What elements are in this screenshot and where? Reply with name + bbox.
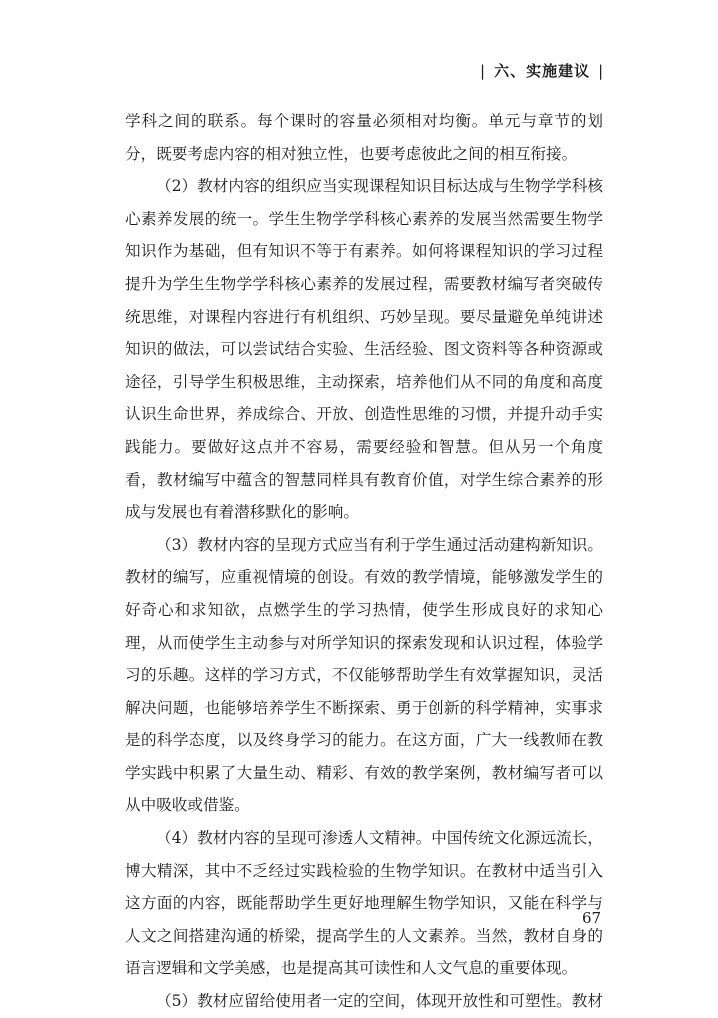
paragraph-5: （5）教材应留给使用者一定的空间，体现开放性和可塑性。教材 (156, 992, 603, 1011)
paragraph-4: （4）教材内容的呈现可渗透人文精神。中国传统文化源远流长，博大精深，其中不乏经过实践检验的生物学知识。在教材中适当引入这方面的内容，既能帮助学生更好地理解生物学知识，又能在科学与人文之间搭建沟通的桥梁，提高学生的人文素养。当然，教材自身的语言逻辑和文学美感，也是提高其可读性和人文气息的重要体现。 (125, 829, 603, 978)
section-title: 六、实施建议 (494, 62, 591, 80)
running-header (480, 60, 630, 81)
header-left-bar: | (480, 61, 487, 80)
page-number: 67 (582, 909, 602, 927)
paragraph-3: （3）教材内容的呈现方式应当有利于学生通过活动建构新知识。教材的编写，应重视情境的创设。有效的教学情境，能够激发学生的好奇心和求知欲，点燃学生的学习热情，使学生形成良好的求知心理，从而使学生主动参与对所学知识的探索发现和认识过程，体验学习的乐趣。这样的学习方式，不仅能够帮助学生有效掌握知识，灵活解决问题，也能够培养学生不断探索、勇于创新的科学精神，实事求是的科学态度，以及终身学习的能力。在这方面，广大一线教师在教学实践中积累了大量生动、精彩、有效的教学案例，教材编写者可以从中吸收或借鉴。 (125, 535, 603, 815)
header-right-bar: | (598, 61, 605, 80)
paragraph-2: （2）教材内容的组织应当实现课程知识目标达成与生物学学科核心素养发展的统一。学生生物学学科核心素养的发展当然需要生物学知识作为基础，但有知识不等于有素养。如何将课程知识的学习过程提升为学生生物学学科核心素养的发展过程，需要教材编写者突破传统思维，对课程内容进行有机组织、巧妙呈现。要尽量避免单纯讲述知识的做法，可以尝试结合实验、生活经验、图文资料等各种资源或途径，引导学生积极思维，主动探索，培养他们从不同的角度和高度认识生命世界，养成综合、开放、创造性思维的习惯，并提升动手实践能力。要做好这点并不容易，需要经验和智慧。但从另一个角度看，教材编写中蕴含的智慧同样具有教育价值，对学生综合素养的形成与发展也有着潜移默化的影响。 (125, 177, 603, 522)
body-text (125, 105, 603, 1018)
paragraph-continued: 学科之间的联系。每个课时的容量必须相对均衡。单元与章节的划分，既要考虑内容的相对独立性，也要考虑彼此之间的相互衔接。 (125, 112, 603, 163)
